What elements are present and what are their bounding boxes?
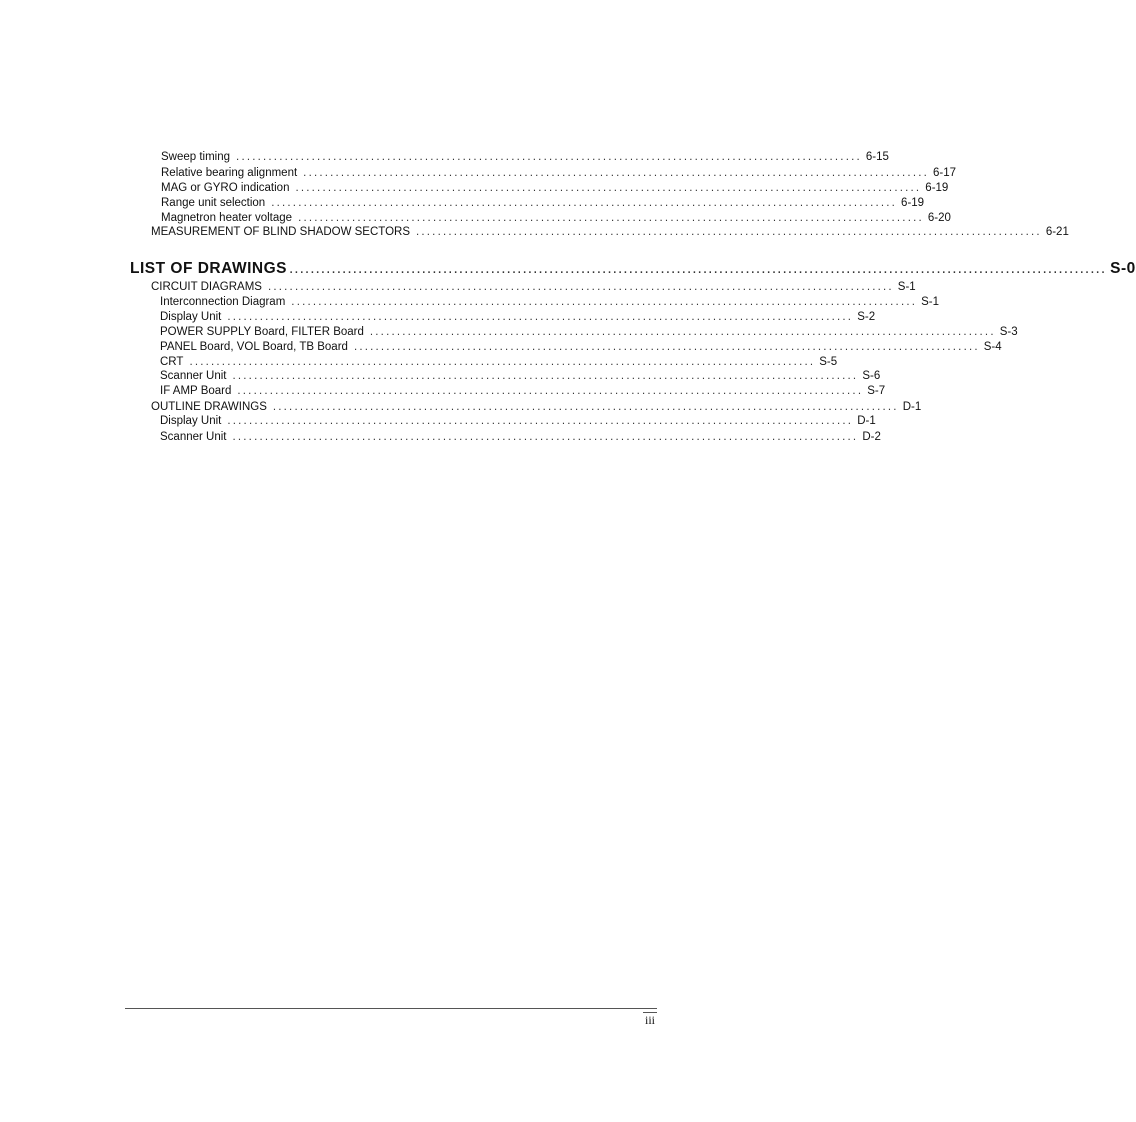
toc-entry-label: Range unit selection xyxy=(161,197,266,209)
toc-entry-page: S-1 xyxy=(921,296,940,308)
toc-entry xyxy=(160,325,1018,339)
toc-entry-page: 6-19 xyxy=(901,197,925,209)
toc-leader-dots: .................................................................................................................... xyxy=(369,326,996,338)
toc-entry-label: Magnetron heater voltage xyxy=(161,212,293,224)
toc-entry xyxy=(161,211,951,225)
toc-entry-label: Scanner Unit xyxy=(160,370,227,382)
toc-entry xyxy=(160,355,838,369)
toc-entry-label: MEASUREMENT OF BLIND SHADOW SECTORS xyxy=(151,226,410,238)
toc-leader-dots: .................................................................................................................... xyxy=(298,212,924,224)
toc-leader-dots: .................................................................................................................... xyxy=(303,167,929,179)
toc-entry xyxy=(151,225,1069,239)
toc-entry-label: Relative bearing alignment xyxy=(161,167,298,179)
toc-entry-label: Display Unit xyxy=(160,415,222,427)
toc-entry-label: Sweep timing xyxy=(161,151,231,163)
toc-entry-page: S-4 xyxy=(983,341,1002,353)
toc-entry xyxy=(160,369,881,383)
toc-entry-label: MAG or GYRO indication xyxy=(161,182,290,194)
toc-entry-label: Scanner Unit xyxy=(160,431,227,443)
toc-entry-label: IF AMP Board xyxy=(160,385,232,397)
toc-entry-label: Display Unit xyxy=(160,311,222,323)
toc-leader-dots: .................................................................................................................... xyxy=(232,370,859,382)
toc-entry-page: 6-21 xyxy=(1045,226,1069,238)
toc-heading-label: LIST OF DRAWINGS xyxy=(130,260,287,277)
toc-entry-page: D-1 xyxy=(902,401,922,413)
toc-leader-dots: .................................................................................................................... xyxy=(353,341,980,353)
toc-entry xyxy=(160,414,876,428)
toc-entry xyxy=(151,280,916,294)
toc-entry xyxy=(160,430,881,444)
footer-divider xyxy=(125,1008,657,1009)
toc-leader-dots: .................................................................................................................... xyxy=(227,415,854,427)
toc-entry-page: S-6 xyxy=(862,370,881,382)
toc-leader-dots: .................................................................................................................... xyxy=(227,311,854,323)
toc-heading-page: S-0 xyxy=(1110,260,1136,277)
toc-entry-page: S-2 xyxy=(857,311,876,323)
toc-leader-dots: .................................................................................................................... xyxy=(295,182,922,194)
toc-entry xyxy=(160,384,886,398)
toc-entry-label: OUTLINE DRAWINGS xyxy=(151,401,267,413)
toc-leader-dots: .................................................................................................................... xyxy=(189,356,816,368)
toc-leader-dots: .................................................................................................................... xyxy=(272,401,899,413)
toc-entry-label: CIRCUIT DIAGRAMS xyxy=(151,281,262,293)
toc-entry-page: D-2 xyxy=(862,431,881,443)
toc-entry xyxy=(161,166,957,180)
toc-entry-label: PANEL Board, VOL Board, TB Board xyxy=(160,341,348,353)
toc-leader-dots: .................................................................................................................... xyxy=(291,296,918,308)
toc-leader-dots: .................................................................................................................... xyxy=(271,197,898,209)
toc-entry xyxy=(160,310,876,324)
footer-page-number: iii xyxy=(645,1013,656,1027)
toc-entry-page: 6-17 xyxy=(933,167,957,179)
toc-entry-page: S-5 xyxy=(819,356,838,368)
toc-entry-label: Interconnection Diagram xyxy=(160,296,286,308)
toc-leader-dots: .................................................................................................................... xyxy=(416,226,1042,238)
toc-entry xyxy=(161,150,889,164)
toc-entry xyxy=(161,181,949,195)
toc-leader-dots: .................................................................................................................... xyxy=(267,281,894,293)
toc-entry-label: CRT xyxy=(160,356,184,368)
toc-leader-dots: .................................................................................................................... xyxy=(236,151,862,163)
toc-leader-dots: .......................................................................................................................................................... xyxy=(288,260,1107,277)
toc-entry-page: S-3 xyxy=(999,326,1018,338)
toc-entry-page: 6-15 xyxy=(865,151,889,163)
toc-entry-page: 6-20 xyxy=(927,212,951,224)
toc-section-heading xyxy=(130,259,1136,279)
toc-entry xyxy=(151,400,922,414)
toc-leader-dots: .................................................................................................................... xyxy=(237,385,864,397)
toc-leader-dots: .................................................................................................................... xyxy=(232,431,859,443)
toc-entry-page: S-7 xyxy=(867,385,886,397)
toc-entry xyxy=(160,340,1002,354)
toc-entry-page: 6-19 xyxy=(925,182,949,194)
toc-entry-page: D-1 xyxy=(857,415,876,427)
toc-entry xyxy=(161,196,925,210)
toc-entry-page: S-1 xyxy=(897,281,916,293)
toc-entry-label: POWER SUPPLY Board, FILTER Board xyxy=(160,326,364,338)
toc-entry xyxy=(160,295,940,309)
